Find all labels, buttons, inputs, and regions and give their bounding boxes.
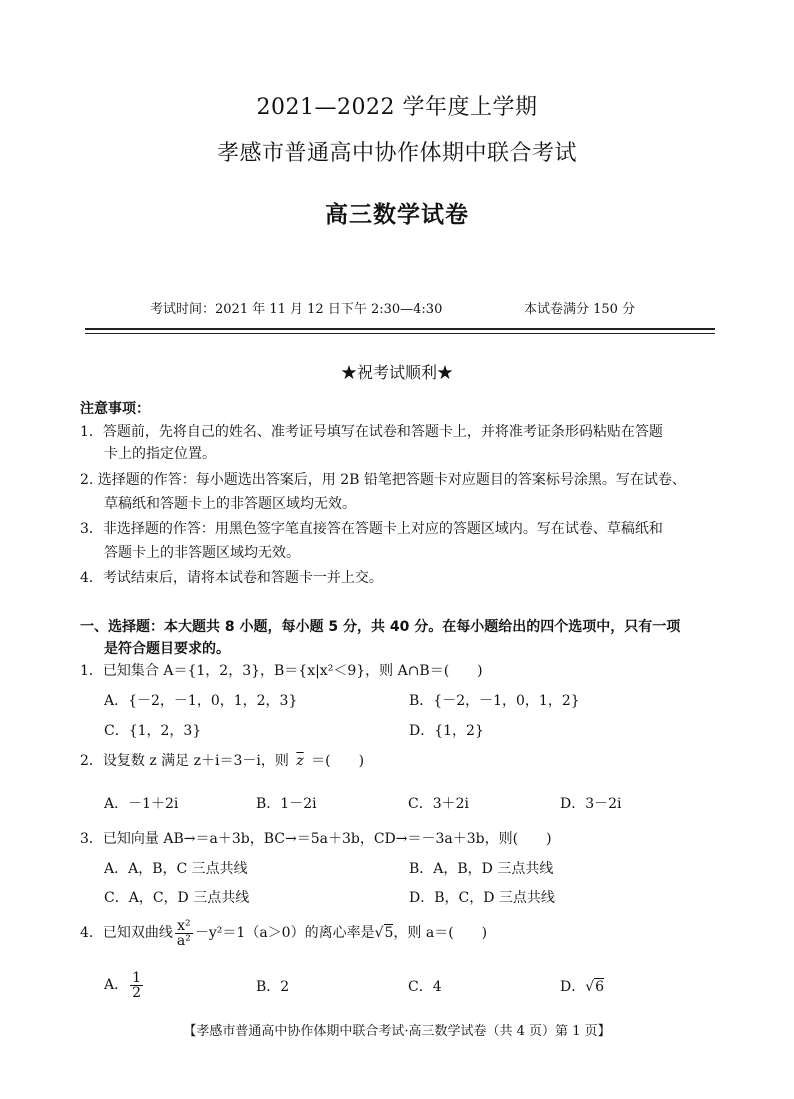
question-4-option-c: C．4 (408, 979, 442, 995)
sqrt-value: 6 (595, 979, 605, 995)
notice-item: 4．考试结束后，请将本试卷和答题卡一并上交。 (80, 570, 383, 586)
question-1-option-c: C．{1，2，3} (104, 723, 202, 739)
question-4-stem-mid: －y²＝1（a＞0）的离心率是 (194, 925, 375, 941)
question-3-option-c: C．A，C，D 三点共线 (104, 890, 250, 906)
good-luck-banner: ★祝考试顺利★ (340, 363, 453, 382)
fraction-denominator: a² (176, 932, 191, 949)
sqrt-sign: √ (374, 925, 384, 941)
question-2-stem-end: ＝( ) (311, 753, 365, 769)
conjugate-z: $\overline{z}$ (296, 753, 304, 769)
notice-item: 草稿纸和答题卡上的非答题区域均无效。 (104, 496, 356, 512)
question-1-option-a: A．{－2，－1，0，1，2，3} (104, 693, 298, 709)
notice-item: 卡上的指定位置。 (104, 446, 216, 462)
exam-name-line: 孝感市普通高中协作体期中联合考试 (216, 141, 577, 166)
question-2-stem-text: 2．设复数 z 满足 z＋i＝3－i，则 (80, 753, 289, 769)
section-heading-cont: 是符合题目要求的。 (104, 641, 230, 657)
question-3-option-b: B．A，B，D 三点共线 (409, 861, 554, 877)
question-3-option-d: D．B，C，D 三点共线 (409, 890, 555, 906)
notice-heading: 注意事项： (80, 401, 150, 417)
paper-title: 高三数学试卷 (325, 201, 469, 228)
question-1-option-b: B．{－2，－1，0，1，2} (409, 693, 580, 709)
option-d-label: D． (560, 979, 586, 995)
divider-top (85, 328, 715, 330)
question-4-option-b: B．2 (256, 979, 290, 995)
question-2-option-a: A．－1＋2i (104, 796, 179, 812)
question-2-option-d: D．3－2i (560, 796, 622, 812)
question-1-stem: 1．已知集合 A＝{1，2，3}，B＝{x|x²＜9}，则 A∩B＝( ) (80, 663, 483, 679)
question-2-option-b: B．1－2i (256, 796, 317, 812)
notice-item: 2. 选择题的作答：每小题选出答案后，用 2B 铅笔把答题卡对应题目的答案标号涂黑。写在试卷、 (80, 472, 686, 488)
fraction-denominator: 2 (132, 984, 142, 1001)
notice-item: 答题卡上的非答题区域均无效。 (104, 545, 300, 561)
question-1-option-d: D．{1，2} (409, 723, 484, 739)
sqrt-value: 5 (384, 925, 394, 941)
hyperbola-fraction (175, 919, 193, 948)
question-4-stem-text: 4．已知双曲线 (80, 925, 173, 941)
page-footer: 【孝感市普通高中协作体期中联合考试·高三数学试卷（共 4 页）第 1 页】 (183, 1024, 611, 1039)
option-a-fraction (130, 971, 143, 1000)
fraction-numerator: x² (175, 919, 193, 934)
question-2-option-c: C．3＋2i (408, 796, 470, 812)
divider-bottom (85, 333, 715, 334)
option-a-label: A． (104, 977, 129, 993)
sqrt-sign: √ (585, 979, 595, 995)
exam-time: 考试时间：2021 年 11 月 12 日下午 2:30—4:30 (150, 302, 443, 317)
question-4-stem (80, 918, 487, 948)
question-3-option-a: A．A，B，C 三点共线 (104, 861, 248, 877)
notice-item: 3．非选择题的作答：用黑色签字笔直接答在答题卡上对应的答题区域内。写在试卷、草稿纸和 (80, 521, 663, 537)
exam-year-line: 2021—2022 学年度上学期 (256, 95, 538, 120)
question-2-stem (80, 750, 364, 772)
full-score: 本试卷满分 150 分 (524, 302, 636, 317)
question-4-option-d (560, 976, 604, 996)
question-4-stem-end: ，则 a＝( ) (393, 925, 488, 941)
fraction-numerator: 1 (132, 969, 142, 986)
notice-item: 1．答题前，先将自己的姓名、准考证号填写在试卷和答题卡上，并将准考证条形码粘贴在答题 (80, 424, 663, 440)
question-4-option-a (104, 970, 145, 1000)
section-heading: 一、选择题：本大题共 8 小题，每小题 5 分，共 40 分。在每小题给出的四个选项中，只有一项 (80, 619, 681, 635)
question-3-stem: 3．已知向量 AB→＝a＋3b，BC→＝5a＋3b，CD→＝－3a＋3b，则( ) (80, 831, 552, 847)
